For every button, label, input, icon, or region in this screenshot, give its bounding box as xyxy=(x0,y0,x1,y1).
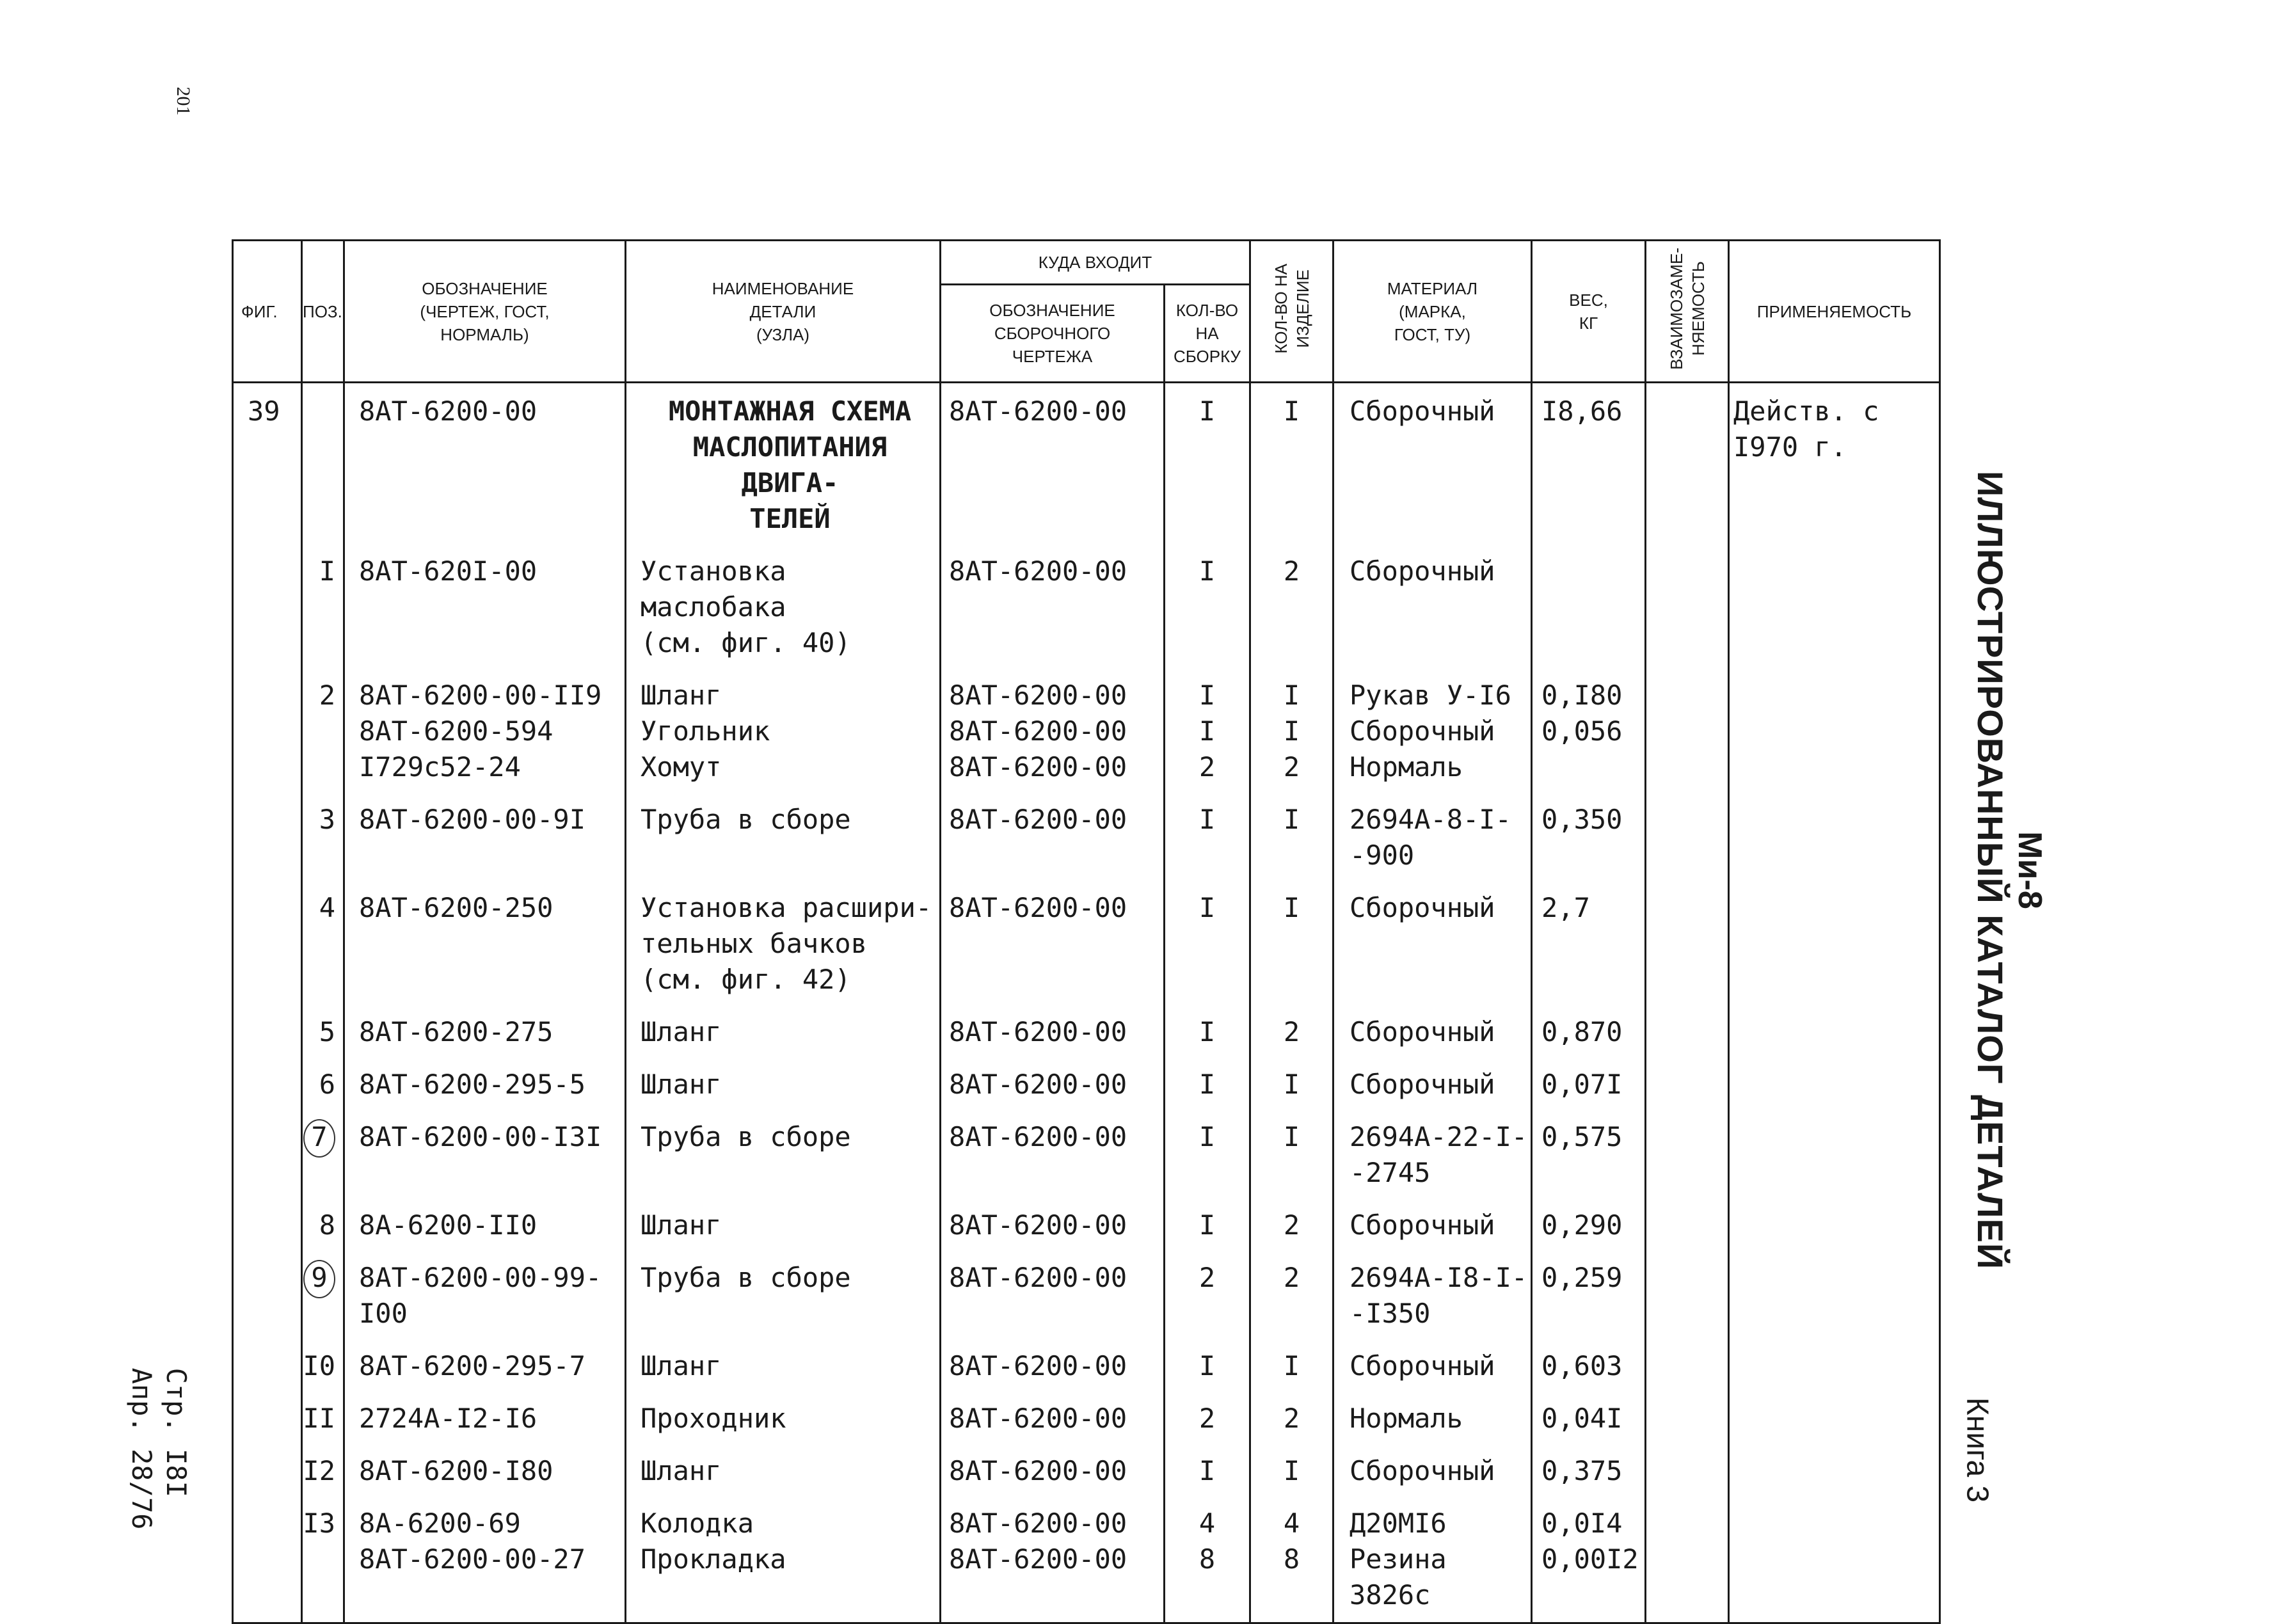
cell-weight: 0,0I4 0,00I2 xyxy=(1532,1495,1646,1623)
cell-designation: 8АТ-6200-275 xyxy=(344,1004,626,1056)
header-assembly-drawing: ОБОЗНАЧЕНИЕ СБОРОЧНОГО ЧЕРТЕЖА xyxy=(941,285,1165,383)
cell-qty-per-product: 4 8 xyxy=(1250,1495,1334,1623)
cell-fig: 39 xyxy=(233,383,302,544)
cell-pos: 8 xyxy=(302,1197,344,1250)
cell-designation: 8АТ-6200-00-99-I00 xyxy=(344,1250,626,1338)
cell-material: Сборочный xyxy=(1334,1443,1532,1495)
cell-weight xyxy=(1532,543,1646,667)
cell-assembly-drawing: 8АТ-6200-00 xyxy=(941,1338,1165,1390)
table-row xyxy=(233,1443,1940,1495)
cell-assembly-drawing: 8АТ-6200-00 xyxy=(941,543,1165,667)
cell-designation: 8А-6200-II0 xyxy=(344,1197,626,1250)
cell-weight: I8,66 xyxy=(1532,383,1646,544)
header-interchangeability: ВЗАИМОЗАМЕ- НЯЕМОСТЬ xyxy=(1646,241,1729,383)
book-label: Книга 3 xyxy=(1960,1397,1994,1503)
revision-date: Апр. 28/76 xyxy=(126,1367,157,1530)
cell-fig xyxy=(233,1250,302,1338)
cell-pos xyxy=(302,383,344,544)
cell-interchangeability xyxy=(1646,1197,1729,1250)
cell-qty-per-assembly: 2 xyxy=(1165,1390,1250,1443)
cell-material: 2694А-8-I- -900 xyxy=(1334,792,1532,880)
cell-designation: 8АТ-6200-250 xyxy=(344,880,626,1004)
cell-qty-per-assembly: I xyxy=(1165,1056,1250,1109)
cell-pos: I3 xyxy=(302,1495,344,1623)
cell-name: Шланг xyxy=(626,1056,941,1109)
table-row xyxy=(233,543,1940,667)
cell-qty-per-assembly: I xyxy=(1165,1338,1250,1390)
cell-interchangeability xyxy=(1646,1109,1729,1197)
cell-qty-per-product: 2 xyxy=(1250,1197,1334,1250)
cell-qty-per-assembly: 4 8 xyxy=(1165,1495,1250,1623)
cell-fig xyxy=(233,1109,302,1197)
cell-applicability xyxy=(1729,543,1940,667)
cell-qty-per-product: I I 2 xyxy=(1250,667,1334,792)
catalog-model: Ми-8 xyxy=(2011,831,2048,909)
cell-qty-per-assembly: I xyxy=(1165,792,1250,880)
cell-applicability xyxy=(1729,792,1940,880)
cell-assembly-drawing: 8АТ-6200-00 xyxy=(941,1443,1165,1495)
table-row xyxy=(233,1004,1940,1056)
cell-assembly-drawing: 8АТ-6200-00 8АТ-6200-00 xyxy=(941,1495,1165,1623)
cell-material: Сборочный xyxy=(1334,383,1532,544)
circled-position-mark: 9 xyxy=(303,1260,335,1298)
cell-interchangeability xyxy=(1646,667,1729,792)
cell-designation: 8АТ-6200-295-5 xyxy=(344,1056,626,1109)
cell-material: Сборочный xyxy=(1334,880,1532,1004)
cell-applicability: Действ. с I970 г. xyxy=(1729,383,1940,544)
cell-assembly-drawing: 8АТ-6200-00 xyxy=(941,1250,1165,1338)
cell-pos: I2 xyxy=(302,1443,344,1495)
cell-weight: 0,I80 0,056 xyxy=(1532,667,1646,792)
catalog-title-block xyxy=(1970,471,2049,1270)
table-row xyxy=(233,1197,1940,1250)
cell-designation: 8АТ-6200-00 xyxy=(344,383,626,544)
table-row xyxy=(233,880,1940,1004)
cell-qty-per-product: 2 xyxy=(1250,1390,1334,1443)
cell-qty-per-assembly: I xyxy=(1165,1443,1250,1495)
cell-qty-per-assembly: I I 2 xyxy=(1165,667,1250,792)
cell-weight: 0,259 xyxy=(1532,1250,1646,1338)
cell-material: 2694А-22-I- -2745 xyxy=(1334,1109,1532,1197)
cell-name: Колодка Прокладка xyxy=(626,1495,941,1623)
cell-designation: 8А-6200-69 8АТ-6200-00-27 xyxy=(344,1495,626,1623)
cell-qty-per-product: I xyxy=(1250,383,1334,544)
cell-name: Проходник xyxy=(626,1390,941,1443)
cell-applicability xyxy=(1729,1004,1940,1056)
cell-name: Установка расшири- тельных бачков (см. фиг. 42) xyxy=(626,880,941,1004)
cell-fig xyxy=(233,1056,302,1109)
cell-pos xyxy=(302,1109,344,1197)
cell-weight: 0,350 xyxy=(1532,792,1646,880)
cell-pos: II xyxy=(302,1390,344,1443)
header-pos: ПОЗ. xyxy=(302,241,344,383)
cell-assembly-drawing: 8АТ-6200-00 xyxy=(941,1390,1165,1443)
cell-qty-per-product: I xyxy=(1250,1109,1334,1197)
cell-pos: 5 xyxy=(302,1004,344,1056)
cell-pos: 6 xyxy=(302,1056,344,1109)
cell-weight: 0,07I xyxy=(1532,1056,1646,1109)
cell-interchangeability xyxy=(1646,383,1729,544)
sheet-number: 201 xyxy=(173,86,194,116)
table-row xyxy=(233,1109,1940,1197)
cell-qty-per-assembly: I xyxy=(1165,543,1250,667)
cell-assembly-drawing: 8АТ-6200-00 xyxy=(941,1056,1165,1109)
header-name: НАИМЕНОВАНИЕ ДЕТАЛИ (УЗЛА) xyxy=(626,241,941,383)
cell-qty-per-product: I xyxy=(1250,1338,1334,1390)
cell-applicability xyxy=(1729,1197,1940,1250)
cell-material: Сборочный xyxy=(1334,543,1532,667)
cell-designation: 8АТ-620I-00 xyxy=(344,543,626,667)
cell-interchangeability xyxy=(1646,1443,1729,1495)
cell-fig xyxy=(233,1443,302,1495)
cell-fig xyxy=(233,543,302,667)
cell-assembly-drawing: 8АТ-6200-00 xyxy=(941,1197,1165,1250)
cell-name: Труба в сборе xyxy=(626,1109,941,1197)
cell-qty-per-product: I xyxy=(1250,1056,1334,1109)
cell-interchangeability xyxy=(1646,1056,1729,1109)
cell-qty-per-product: 2 xyxy=(1250,1004,1334,1056)
cell-name: МОНТАЖНАЯ СХЕМА МАСЛОПИТАНИЯ ДВИГА- ТЕЛЕЙ xyxy=(626,383,941,544)
cell-qty-per-product: I xyxy=(1250,792,1334,880)
cell-fig xyxy=(233,1004,302,1056)
cell-material: Д20МI6 Резина 3826с xyxy=(1334,1495,1532,1623)
header-qty-per-product: КОЛ-ВО НА ИЗДЕЛИЕ xyxy=(1250,241,1334,383)
cell-pos: 4 xyxy=(302,880,344,1004)
cell-applicability xyxy=(1729,667,1940,792)
cell-interchangeability xyxy=(1646,1495,1729,1623)
cell-qty-per-assembly: I xyxy=(1165,1197,1250,1250)
cell-qty-per-product: 2 xyxy=(1250,543,1334,667)
table-row xyxy=(233,1338,1940,1390)
cell-name: Установка маслобака (см. фиг. 40) xyxy=(626,543,941,667)
cell-material: Сборочный xyxy=(1334,1338,1532,1390)
table-row xyxy=(233,792,1940,880)
cell-name: Труба в сборе xyxy=(626,1250,941,1338)
cell-interchangeability xyxy=(1646,1390,1729,1443)
header-designation: ОБОЗНАЧЕНИЕ (ЧЕРТЕЖ, ГОСТ, НОРМАЛЬ) xyxy=(344,241,626,383)
parts-catalog-table xyxy=(232,239,1941,1624)
cell-name: Шланг Угольник Хомут xyxy=(626,667,941,792)
cell-qty-per-assembly: I xyxy=(1165,1109,1250,1197)
cell-qty-per-product: 2 xyxy=(1250,1250,1334,1338)
cell-fig xyxy=(233,1197,302,1250)
cell-pos: 3 xyxy=(302,792,344,880)
cell-fig xyxy=(233,1338,302,1390)
cell-applicability xyxy=(1729,1390,1940,1443)
circled-position-mark: 7 xyxy=(303,1119,335,1158)
cell-qty-per-assembly: I xyxy=(1165,383,1250,544)
cell-applicability xyxy=(1729,1250,1940,1338)
cell-applicability xyxy=(1729,1056,1940,1109)
cell-assembly-drawing: 8АТ-6200-00 xyxy=(941,383,1165,544)
cell-assembly-drawing: 8АТ-6200-00 xyxy=(941,792,1165,880)
cell-material: Нормаль xyxy=(1334,1390,1532,1443)
cell-designation: 8АТ-6200-295-7 xyxy=(344,1338,626,1390)
cell-designation: 8АТ-6200-00-II9 8АТ-6200-594 I729с52-24 xyxy=(344,667,626,792)
cell-name: Труба в сборе xyxy=(626,792,941,880)
cell-qty-per-assembly: I xyxy=(1165,1004,1250,1056)
cell-interchangeability xyxy=(1646,880,1729,1004)
header-applicability: ПРИМЕНЯЕМОСТЬ xyxy=(1729,241,1940,383)
cell-weight: 0,375 xyxy=(1532,1443,1646,1495)
cell-weight: 0,870 xyxy=(1532,1004,1646,1056)
cell-fig xyxy=(233,1390,302,1443)
header-weight: ВЕС, КГ xyxy=(1532,241,1646,383)
cell-weight: 0,04I xyxy=(1532,1390,1646,1443)
cell-weight: 0,575 xyxy=(1532,1109,1646,1197)
cell-assembly-drawing: 8АТ-6200-00 xyxy=(941,1004,1165,1056)
cell-name: Шланг xyxy=(626,1004,941,1056)
header-fig: ФИГ. xyxy=(233,241,302,383)
table-row xyxy=(233,1390,1940,1443)
cell-material: Сборочный xyxy=(1334,1197,1532,1250)
table-row xyxy=(233,1250,1940,1338)
cell-weight: 0,603 xyxy=(1532,1338,1646,1390)
catalog-title: ИЛЛЮСТРИРОВАННЫЙ КАТАЛОГ ДЕТАЛЕЙ xyxy=(1970,470,2010,1270)
table-row xyxy=(233,383,1940,544)
cell-fig xyxy=(233,792,302,880)
cell-pos: I0 xyxy=(302,1338,344,1390)
cell-designation: 8АТ-6200-00-I3I xyxy=(344,1109,626,1197)
cell-applicability xyxy=(1729,1338,1940,1390)
cell-designation: 8АТ-6200-00-9I xyxy=(344,792,626,880)
table-row xyxy=(233,667,1940,792)
cell-weight: 0,290 xyxy=(1532,1197,1646,1250)
cell-interchangeability xyxy=(1646,1250,1729,1338)
cell-qty-per-assembly: I xyxy=(1165,880,1250,1004)
table-body xyxy=(233,383,1940,1623)
header-where-used: КУДА ВХОДИТ xyxy=(941,241,1250,285)
cell-pos: I xyxy=(302,543,344,667)
cell-qty-per-product: I xyxy=(1250,1443,1334,1495)
cell-applicability xyxy=(1729,1495,1940,1623)
cell-assembly-drawing: 8АТ-6200-00 xyxy=(941,880,1165,1004)
cell-applicability xyxy=(1729,1443,1940,1495)
cell-fig xyxy=(233,1495,302,1623)
cell-designation: 8АТ-6200-I80 xyxy=(344,1443,626,1495)
cell-pos xyxy=(302,1250,344,1338)
cell-qty-per-product: I xyxy=(1250,880,1334,1004)
cell-material: Сборочный xyxy=(1334,1004,1532,1056)
cell-name: Шланг xyxy=(626,1338,941,1390)
cell-interchangeability xyxy=(1646,792,1729,880)
cell-name: Шланг xyxy=(626,1197,941,1250)
header-material: МАТЕРИАЛ (МАРКА, ГОСТ, ТУ) xyxy=(1334,241,1532,383)
table-row xyxy=(233,1056,1940,1109)
cell-applicability xyxy=(1729,1109,1940,1197)
cell-material: Сборочный xyxy=(1334,1056,1532,1109)
cell-material: Рукав У-I6 Сборочный Нормаль xyxy=(1334,667,1532,792)
cell-interchangeability xyxy=(1646,543,1729,667)
page-reference-block xyxy=(124,1368,193,1530)
cell-assembly-drawing: 8АТ-6200-00 xyxy=(941,1109,1165,1197)
cell-fig xyxy=(233,880,302,1004)
cell-pos: 2 xyxy=(302,667,344,792)
cell-fig xyxy=(233,667,302,792)
cell-weight: 2,7 xyxy=(1532,880,1646,1004)
cell-designation: 2724А-I2-I6 xyxy=(344,1390,626,1443)
cell-applicability xyxy=(1729,880,1940,1004)
table-row xyxy=(233,1495,1940,1623)
cell-assembly-drawing: 8АТ-6200-00 8АТ-6200-00 8АТ-6200-00 xyxy=(941,667,1165,792)
header-qty-per-assembly: КОЛ-ВО НА СБОРКУ xyxy=(1165,285,1250,383)
cell-interchangeability xyxy=(1646,1338,1729,1390)
cell-name: Шланг xyxy=(626,1443,941,1495)
cell-qty-per-assembly: 2 xyxy=(1165,1250,1250,1338)
cell-material: 2694А-I8-I- -I350 xyxy=(1334,1250,1532,1338)
cell-interchangeability xyxy=(1646,1004,1729,1056)
page-reference: Стр. I8I xyxy=(161,1367,192,1497)
